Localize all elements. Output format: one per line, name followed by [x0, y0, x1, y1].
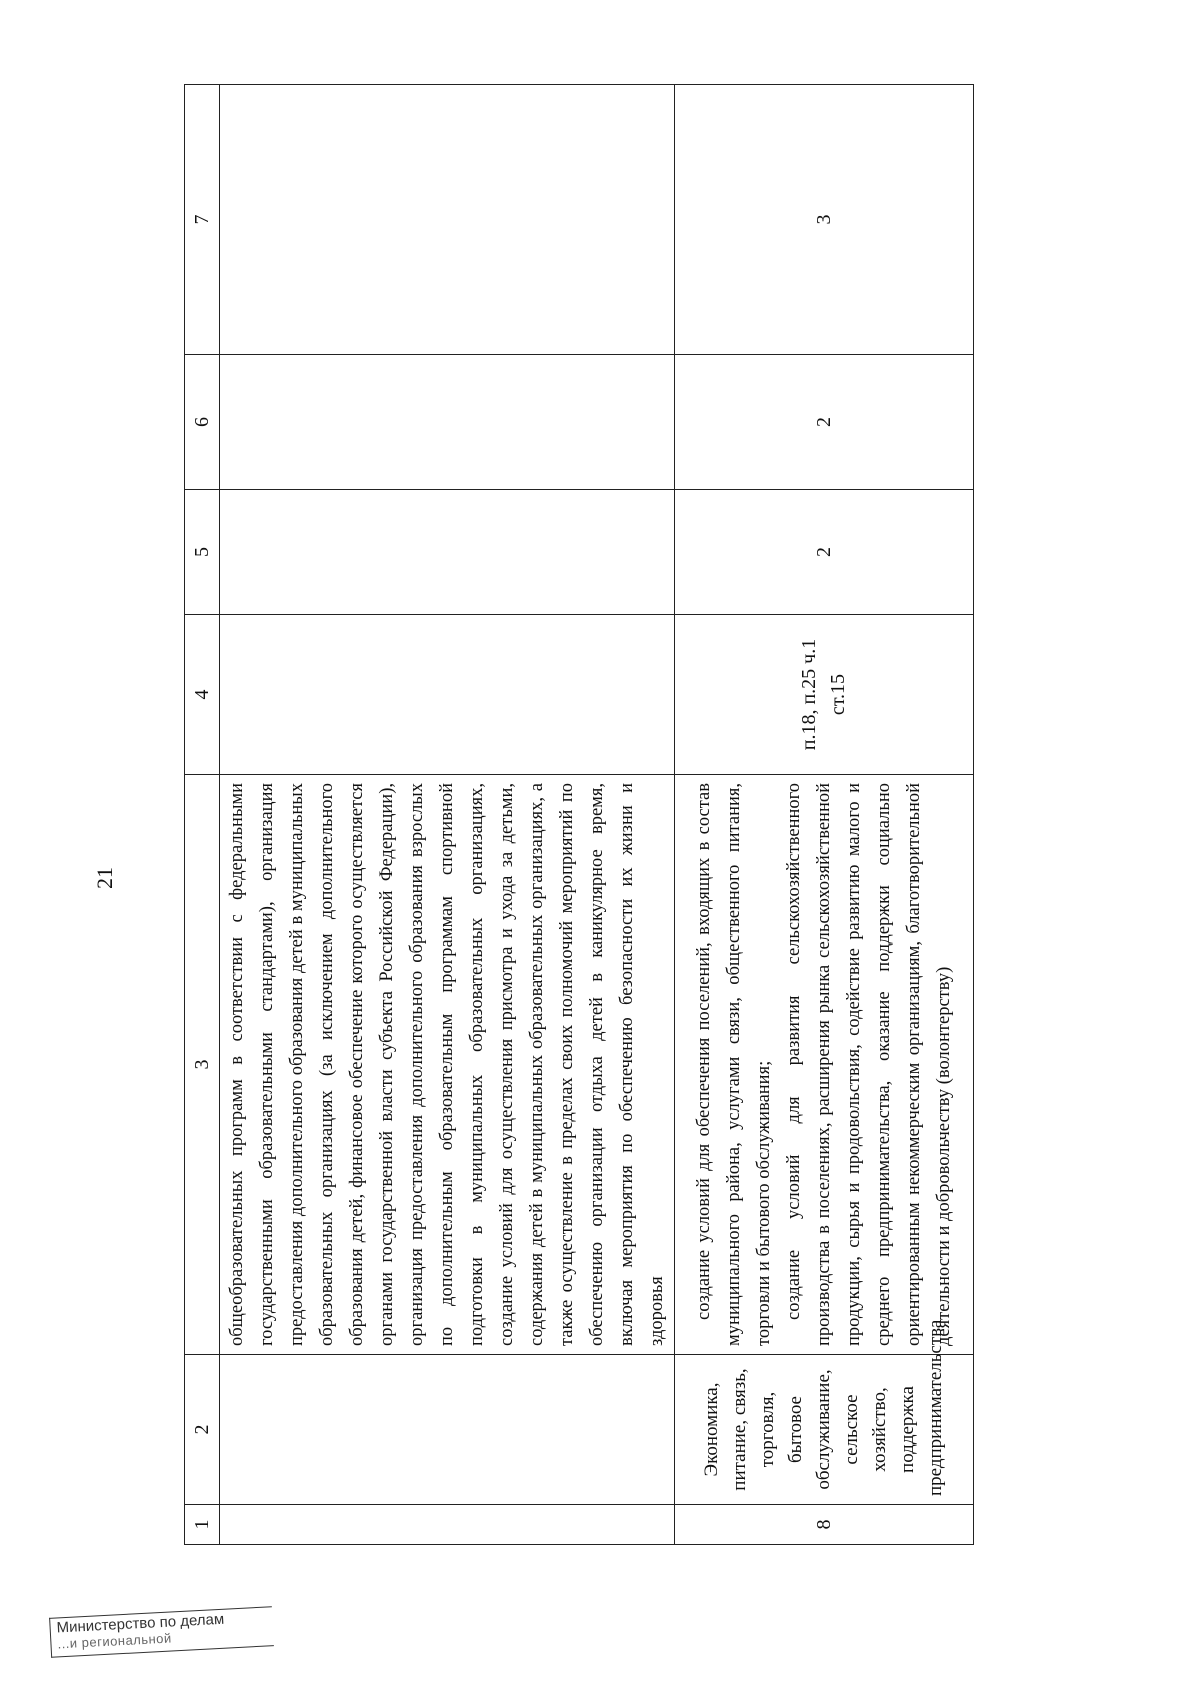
header-col-3: 3	[185, 775, 220, 1355]
page-number: 21	[92, 867, 117, 889]
header-col-4: 4	[185, 615, 220, 775]
row8-powers	[675, 775, 974, 1355]
table-row-8	[675, 85, 974, 1545]
header-row	[185, 85, 220, 1545]
header-col-7: 7	[185, 85, 220, 355]
table-row-continued	[220, 85, 675, 1545]
row8-powers-para2: создание условий для развития сельскохозяйственного производства в поселениях, расширения рынка сельскохозяйственной продукции, сырья и продовольствия, содействие развитию малого и среднего предпринимательства, оказание поддержки социально ориентированным некоммерческим организациям, благотворительной деятельности и добровольчеству (волонтерству)	[784, 783, 954, 1346]
row8-col7: 3	[675, 85, 974, 355]
cont-powers-text: общеобразовательных программ в соответствии с федеральными государственными образовательными стандартами), организация предоставления дополнительного образования детей в муниципальных образовательных организациях (за исключением дополнительного образования детей, финансовое обеспечение которого осуществляется органами государственной власти субъекта Российской Федерации), организация предоставления дополнительного образования взрослых по дополнительным образовательным программам спортивной подготовки в муниципальных образовательных организациях, создание условий для осуществления присмотра и ухода за детьми, содержания детей в муниципальных образовательных организациях, а также осуществление в пределах своих полномочий мероприятий по обеспечению организации отдыха детей в каникулярное время, включая мероприятия по обеспечению безопасности их жизни и здоровья	[227, 783, 667, 1346]
row8-col5: 2	[675, 490, 974, 615]
row8-sphere: Экономика, питание, связь, торговля, бытовое обслуживание, сельское хозяйство, поддержка предпринимательства	[675, 1355, 974, 1505]
header-col-1: 1	[185, 1505, 220, 1545]
stamp-line-1: Министерство по делам	[56, 1610, 225, 1637]
cont-cell-num	[220, 1505, 675, 1545]
cont-cell-5	[220, 490, 675, 615]
header-col-2: 2	[185, 1355, 220, 1505]
stamp-line-2: ...и региональной	[57, 1630, 173, 1652]
rotated-table-wrapper	[184, 85, 974, 1545]
row8-legal: п.18, п.25 ч.1 ст.15	[675, 615, 974, 775]
row8-powers-para1: создание условий для обеспечения поселений, входящих в состав муниципального района, услугами связи, общественного питания, торговли и бытового обслуживания;	[694, 783, 774, 1346]
cont-cell-6	[220, 355, 675, 490]
cont-cell-legal	[220, 615, 675, 775]
row8-col6: 2	[675, 355, 974, 490]
ministry-stamp	[49, 1606, 274, 1658]
header-col-6: 6	[185, 355, 220, 490]
cont-cell-sphere	[220, 1355, 675, 1505]
row8-num: 8	[675, 1505, 974, 1545]
cont-cell-7	[220, 85, 675, 355]
cont-cell-powers	[220, 775, 675, 1355]
header-col-5: 5	[185, 490, 220, 615]
powers-table	[184, 84, 974, 1545]
